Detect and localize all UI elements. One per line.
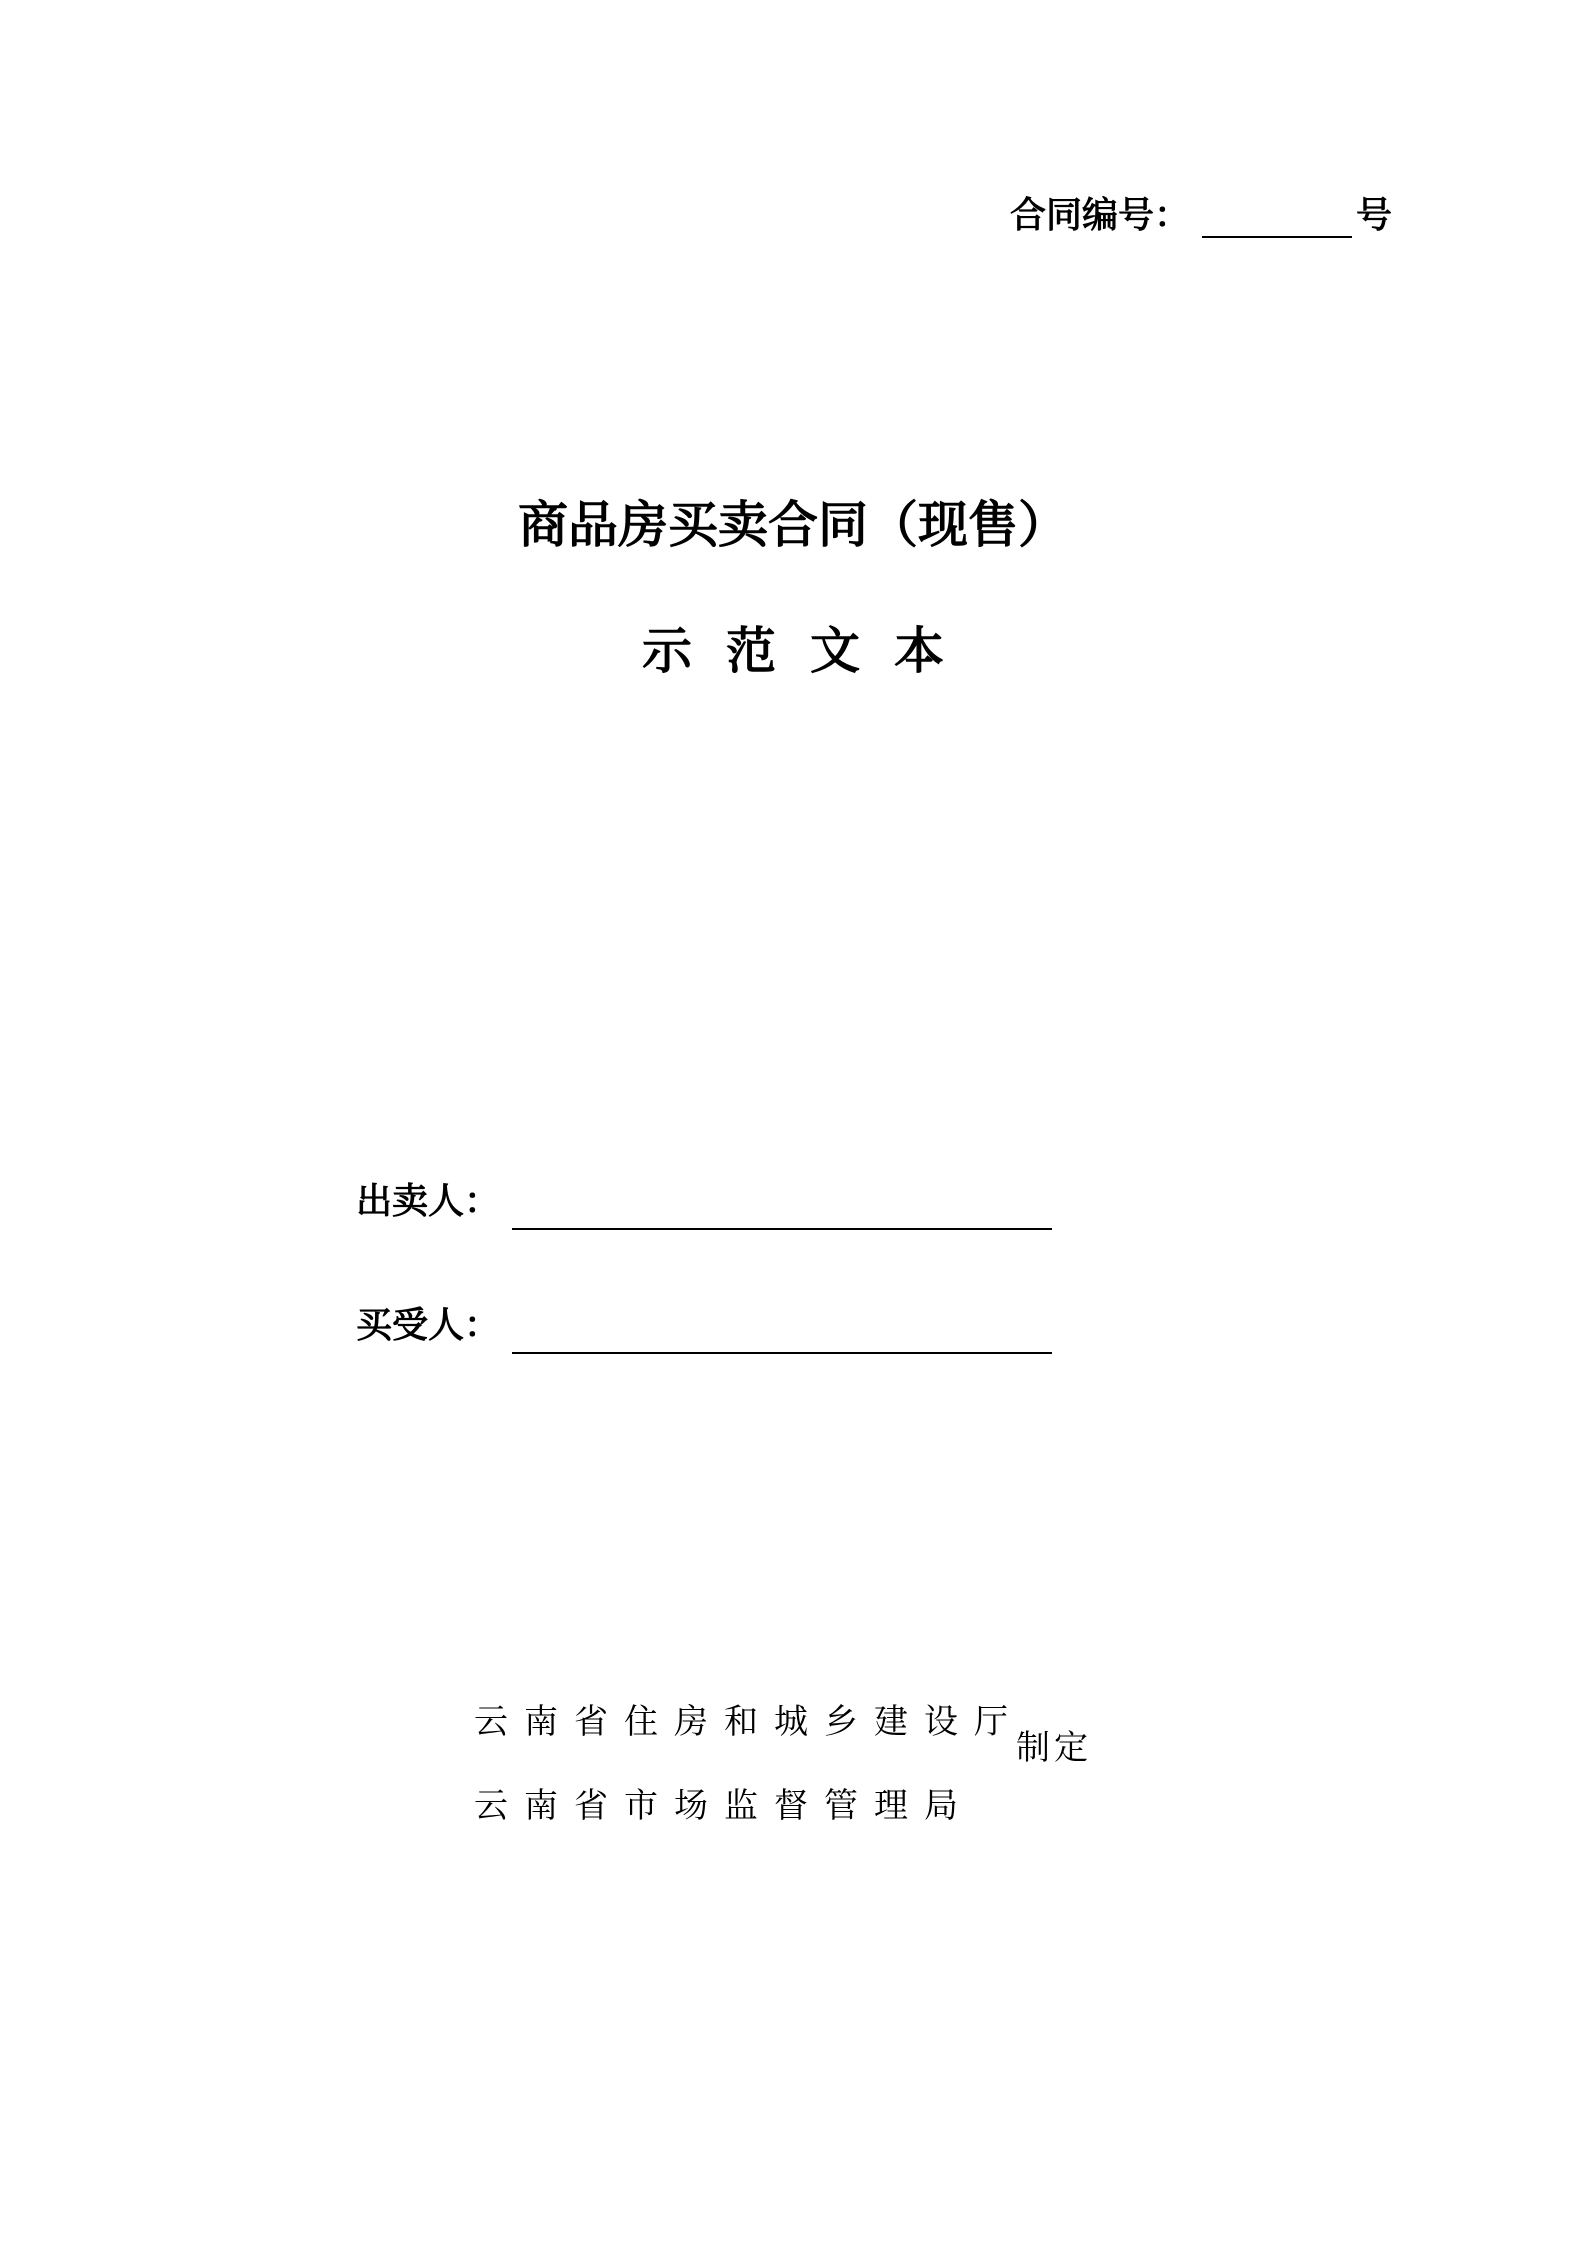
document-subtitle: 示范文本: [642, 622, 978, 680]
seller-line: [356, 1170, 1052, 1230]
contract-number-label: 合同编号：: [1010, 195, 1191, 236]
seller-label: 出卖人：: [356, 1181, 501, 1222]
seller-blank: [512, 1188, 1052, 1230]
buyer-label: 买受人：: [356, 1305, 501, 1346]
contract-number-blank: [1202, 192, 1352, 238]
formulated-label: 制定: [1016, 1728, 1092, 1768]
issuer-housing-department: 云南省住房和城乡建设厅: [474, 1702, 1024, 1742]
contract-number-line: [1010, 188, 1392, 244]
document-title: 商品房买卖合同（现售）: [518, 496, 1068, 554]
buyer-line: [356, 1294, 1052, 1354]
issuer-market-regulation-bureau: 云南省市场监督管理局: [474, 1786, 974, 1826]
buyer-blank: [512, 1312, 1052, 1354]
contract-number-suffix: 号: [1356, 195, 1393, 236]
issuing-authorities: [474, 1680, 1024, 1848]
